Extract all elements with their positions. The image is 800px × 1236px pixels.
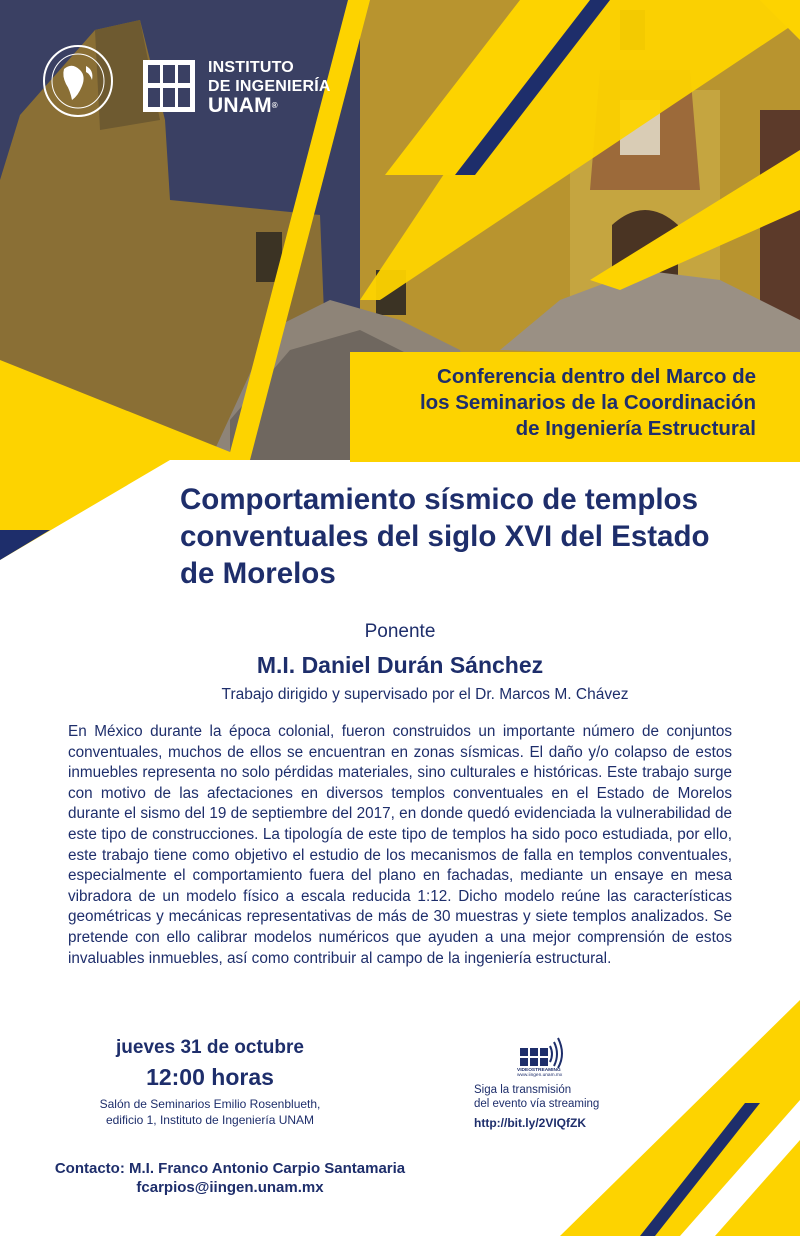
title-line-1: Comportamiento sísmico de templos	[180, 483, 698, 516]
speaker-name: M.I. Daniel Durán Sánchez	[256, 652, 544, 678]
videostreaming-label-main: VIDEOSTREAMING	[517, 1068, 561, 1073]
conference-banner-text	[360, 364, 756, 442]
banner-line-1: Conferencia dentro del Marco de	[437, 365, 756, 388]
abstract-paragraph: En México durante la época colonial, fueron construidos un importante número de conjuntos conventuales, muchos de ellos se encuentran en zonas sísmicas. El daño y/o colapso de estos inmuebles representa no solo pérdidas materiales, sino culturales e históricas. Este trabajo surge con motivo de las afectaciones en diversos templos conventuales en el Estado de Morelos durante el sismo del 19 de septiembre del 2017, en donde quedó evidenciada la vulnerabilidad de este tipo de construcciones. La tipología de este tipo de templos ha sido poco estudiada, por ello, este trabajo tiene como objetivo el estudio de los mecanismos de falla en templos conventuales, especialmente el comportamiento fuera del plano en fachadas, mediante un ensaye en mesa vibradora de un modelo físico a escala reducida 1:12. Dicho modelo reúne las características geométricas y mecánicas representativas de más de 30 muestras y siete templos analizados. Se pretende con ello calibrar modelos numéricos que ayuden a una mejor comprensión de estos invaluables inmuebles, así como contribuir al campo de la ingeniería estructural.	[68, 723, 732, 967]
speaker-label: Ponente	[364, 621, 436, 642]
institute-unam: UNAM	[208, 94, 272, 117]
videostreaming-icon	[518, 1034, 564, 1068]
institute-line-1: INSTITUTO	[208, 59, 294, 76]
institute-line-3	[208, 96, 331, 115]
streaming-link[interactable]: http://bit.ly/2VIQfZK	[474, 1116, 586, 1130]
venue-line-2: edificio 1, Instituto de Ingeniería UNAM	[105, 1113, 315, 1127]
streaming-line-1: Siga la transmisión	[474, 1084, 572, 1096]
contact-email[interactable]: fcarpios@iingen.unam.mx	[136, 1179, 324, 1196]
contact-name: Contacto: M.I. Franco Antonio Carpio Santamaria	[54, 1160, 406, 1177]
instituto-ingenieria-logo-icon	[143, 60, 195, 112]
banner-line-3: de Ingeniería Estructural	[515, 417, 756, 440]
streaming-line-2: del evento vía streaming	[474, 1098, 600, 1110]
contact-info	[40, 1159, 420, 1197]
supervisor-note: Trabajo dirigido y supervisado por el Dr. Marcos M. Chávez	[221, 686, 629, 703]
talk-title	[180, 481, 780, 592]
event-venue	[60, 1096, 360, 1128]
unam-seal-logo	[42, 44, 114, 118]
videostreaming-label-sub: www.iingen.unam.mx	[517, 1073, 563, 1078]
streaming-description	[474, 1083, 654, 1111]
institute-line-2: DE INGENIERÍA	[208, 78, 331, 95]
institute-name	[208, 58, 331, 115]
title-line-2: conventuales del siglo XVI del Estado	[180, 520, 710, 553]
event-time: 12:00 horas	[146, 1064, 274, 1090]
event-date: jueves 31 de octubre	[116, 1037, 304, 1058]
venue-line-1: Salón de Seminarios Emilio Rosenblueth,	[99, 1097, 321, 1111]
videostreaming-label	[517, 1068, 577, 1078]
registered-mark: ®	[271, 101, 278, 110]
title-line-3: de Morelos	[180, 557, 336, 590]
banner-line-2: los Seminarios de la Coordinación	[419, 391, 756, 414]
